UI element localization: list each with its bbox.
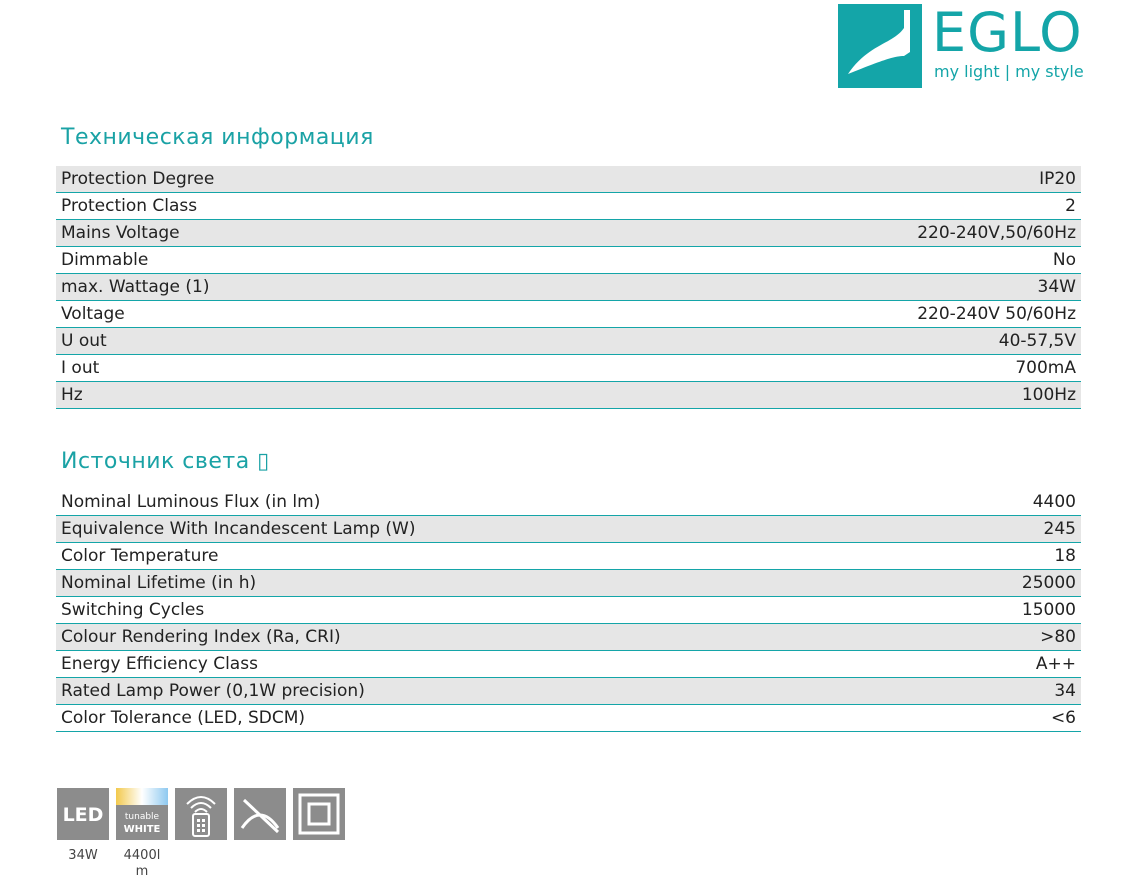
row-label: Switching Cycles — [61, 600, 205, 620]
led-icon-label: LED — [62, 804, 104, 826]
row-value: 34W — [1037, 277, 1076, 297]
row-label: Equivalence With Incandescent Lamp (W) — [61, 519, 416, 539]
table-row — [56, 570, 1081, 597]
not-dimmable-icon — [234, 788, 286, 840]
feature-icons — [57, 788, 345, 840]
row-value: 34 — [1054, 681, 1076, 701]
light-source-table — [56, 489, 1081, 732]
row-label: Mains Voltage — [61, 223, 180, 243]
table-row — [56, 678, 1081, 705]
row-value: 2 — [1065, 196, 1076, 216]
row-label: I out — [61, 358, 100, 378]
tunable-label: tunable — [124, 812, 160, 822]
row-label: Protection Class — [61, 196, 198, 216]
table-row — [56, 328, 1081, 355]
row-label: Dimmable — [61, 250, 149, 270]
table-row — [56, 516, 1081, 543]
row-label: Voltage — [61, 304, 125, 324]
table-row — [56, 166, 1081, 193]
led-caption: 34W — [68, 848, 98, 863]
tunable-white-icon — [116, 788, 168, 840]
row-value: 25000 — [1021, 573, 1076, 593]
row-label: Hz — [61, 385, 83, 405]
row-label: max. Wattage (1) — [61, 277, 210, 297]
table-row — [56, 597, 1081, 624]
table-row — [56, 301, 1081, 328]
table-row — [56, 193, 1081, 220]
row-label: Color Temperature — [61, 546, 219, 566]
row-value: 100Hz — [1021, 385, 1076, 405]
row-value: 4400 — [1032, 492, 1076, 512]
row-value: No — [1052, 250, 1076, 270]
table-row — [56, 247, 1081, 274]
row-label: Nominal Luminous Flux (in lm) — [61, 492, 321, 512]
brand-name: EGLO — [932, 1, 1083, 64]
tunable-caption-line1: 4400l — [123, 848, 161, 863]
tech-info-table — [56, 166, 1081, 409]
row-value: >80 — [1040, 627, 1076, 647]
row-label: U out — [61, 331, 107, 351]
table-row — [56, 489, 1081, 516]
row-label: Colour Rendering Index (Ra, CRI) — [61, 627, 341, 647]
remote-control-icon — [175, 788, 227, 840]
protection-class-2-icon — [293, 788, 345, 840]
brand-logo-mark — [838, 4, 922, 88]
table-row — [56, 274, 1081, 301]
row-value: 245 — [1043, 519, 1076, 539]
row-value: 15000 — [1021, 600, 1076, 620]
row-value: 220-240V,50/60Hz — [917, 223, 1076, 243]
row-label: Rated Lamp Power (0,1W precision) — [61, 681, 365, 701]
table-row — [56, 705, 1081, 732]
row-value: 700mA — [1015, 358, 1076, 378]
white-label: WHITE — [123, 824, 161, 835]
table-row — [56, 220, 1081, 247]
section-title-light-source: Источник света ▯ — [61, 449, 270, 474]
row-value: IP20 — [1039, 169, 1076, 189]
row-value: 220-240V 50/60Hz — [917, 304, 1076, 324]
row-value: 40-57,5V — [998, 331, 1076, 351]
table-row — [56, 382, 1081, 409]
table-row — [56, 624, 1081, 651]
row-label: Energy Efficiency Class — [61, 654, 258, 674]
table-row — [56, 355, 1081, 382]
row-label: Protection Degree — [61, 169, 215, 189]
row-value: <6 — [1050, 708, 1076, 728]
tunable-caption-line2: m — [135, 864, 149, 879]
led-icon — [57, 788, 109, 840]
row-value: A++ — [1035, 654, 1076, 674]
brand-tagline: my light | my style — [934, 62, 1084, 81]
table-row — [56, 651, 1081, 678]
row-value: 18 — [1054, 546, 1076, 566]
brand-logo — [838, 1, 1088, 88]
section-title-tech-info: Техническая информация — [61, 125, 374, 150]
row-label: Nominal Lifetime (in h) — [61, 573, 257, 593]
table-row — [56, 543, 1081, 570]
row-label: Color Tolerance (LED, SDCM) — [61, 708, 306, 728]
